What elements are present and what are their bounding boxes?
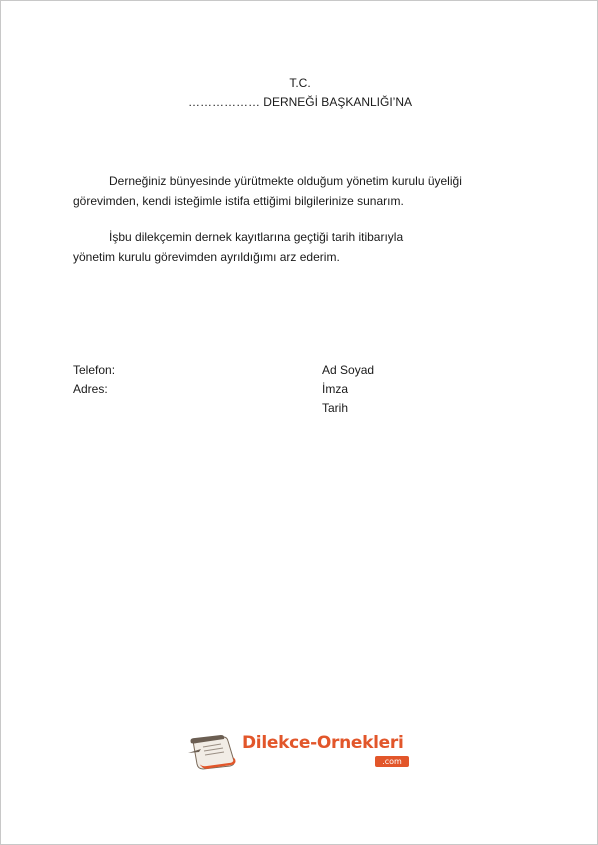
logo-wordmark: Dilekce-Ornekleri	[242, 733, 404, 753]
paragraph-line: İşbu dilekçemin dernek kayıtlarına geçtiği tarih itibarıyla	[109, 230, 404, 244]
header-recipient: ……………… DERNEĞİ BAŞKANLIĞI’NA	[187, 95, 413, 109]
paragraph-resignation	[73, 171, 462, 211]
paragraph-line: Derneğiniz bünyesinde yürütmekte olduğum yönetim kurulu üyeliği	[109, 174, 462, 188]
signature-label: İmza	[322, 382, 349, 396]
signature-fields	[322, 361, 374, 418]
paragraph-line: görevimden, kendi isteğimle istifa ettiğimi bilgilerinize sunarım.	[73, 194, 404, 208]
paragraph-line: yönetim kurulu görevimden ayrıldığımı arz ederim.	[73, 250, 340, 264]
name-label: Ad Soyad	[322, 363, 375, 377]
phone-label: Telefon:	[73, 363, 116, 377]
contact-fields	[73, 361, 115, 399]
paragraph-request	[73, 227, 403, 267]
header-tc: T.C.	[289, 76, 311, 90]
paper-scroll-quill-icon	[187, 731, 243, 771]
logo-dotcom-badge: .com	[375, 756, 409, 767]
site-logo	[187, 731, 417, 771]
address-label: Adres:	[73, 382, 108, 396]
date-label: Tarih	[322, 401, 349, 415]
